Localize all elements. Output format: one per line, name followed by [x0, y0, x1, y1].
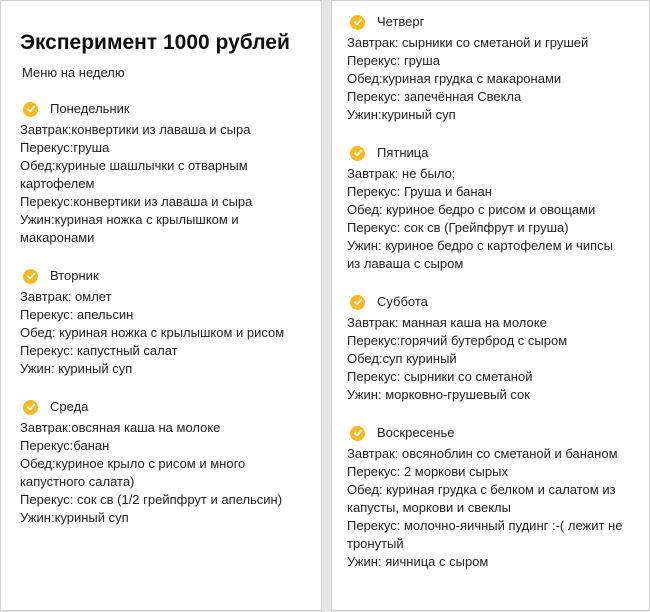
meal-line: макаронами	[20, 230, 95, 245]
meal-line: Перекус: Груша и банан	[347, 184, 492, 199]
left-page	[0, 0, 322, 611]
day-section	[347, 144, 649, 273]
day-section	[20, 100, 321, 247]
page-subtitle: Меню на неделю	[22, 65, 125, 80]
meal-line: Завтрак: не было;	[347, 166, 456, 181]
meal-line: Завтрак:овсяная каша на молоке	[20, 420, 221, 435]
meal-line: Ужин:куриный суп	[347, 107, 456, 122]
day-header	[20, 398, 321, 416]
day-header	[20, 267, 321, 285]
checkmark-icon	[350, 295, 365, 310]
day-section	[347, 293, 649, 404]
meal-line: Обед: куриное бедро с рисом и овощами	[347, 202, 596, 217]
day-header	[347, 424, 649, 442]
meal-line: Перекус:конвертики из лаваша и сыра	[20, 194, 253, 209]
right-page	[331, 0, 650, 611]
meal-line: Обед: куриная ножка с крылышком и рисом	[20, 325, 285, 340]
meal-line: Обед:суп куриный	[347, 351, 457, 366]
meal-line: Завтрак: овсяноблин со сметаной и бананом	[347, 446, 618, 461]
day-name: Суббота	[377, 294, 428, 309]
meal-line: Перекус:банан	[20, 438, 110, 453]
meal-line: Перекус: запечённая Свекла	[347, 89, 522, 104]
meal-line: Завтрак:конвертики из лаваша и сыра	[20, 122, 251, 137]
meal-line: Ужин: яичница с сыром	[347, 554, 489, 569]
meal-line: Ужин: куриное бедро с картофелем и чипсы	[347, 238, 613, 253]
day-name: Вторник	[50, 268, 99, 283]
day-section	[20, 398, 321, 527]
meal-line: Завтрак: омлет	[20, 289, 112, 304]
checkmark-icon	[23, 102, 38, 117]
meal-line: Завтрак: сырники со сметаной и грушей	[347, 35, 589, 50]
checkmark-icon	[350, 146, 365, 161]
meal-line: из лаваша с сыром	[347, 256, 464, 271]
meal-line: капусты, моркови и свеклы	[347, 500, 511, 515]
meal-line: Перекус: сырники со сметаной	[347, 369, 533, 384]
day-header	[20, 100, 321, 118]
right-day-list	[347, 13, 649, 571]
day-section	[347, 13, 649, 124]
meal-line: Перекус:груша	[20, 140, 110, 155]
meal-line: Ужин:куриный суп	[20, 510, 129, 525]
day-name: Понедельник	[50, 101, 130, 116]
day-header	[347, 293, 649, 311]
meal-line: Перекус: сок св (Грейпфрут и груша)	[347, 220, 569, 235]
meal-line: Перекус:горячий бутерброд с сыром	[347, 333, 568, 348]
meal-line: Обед:куриная грудка с макаронами	[347, 71, 562, 86]
meal-line: Перекус: 2 моркови сырых	[347, 464, 508, 479]
meal-line: Ужин: куриный суп	[20, 361, 133, 376]
day-name: Среда	[50, 399, 89, 414]
day-name: Воскресенье	[377, 425, 455, 440]
page-title: Эксперимент 1000 рублей	[20, 31, 290, 54]
checkmark-icon	[350, 426, 365, 441]
meal-line: картофелем	[20, 176, 95, 191]
meal-line: Перекус: груша	[347, 53, 440, 68]
meal-line: Перекус: молочно-яичный пудинг :-( лежит не	[347, 518, 623, 533]
day-name: Пятница	[377, 145, 429, 160]
meal-line: Обед: куриная грудка с белком и салатом из	[347, 482, 616, 497]
day-section	[347, 424, 649, 571]
checkmark-icon	[23, 269, 38, 284]
meal-line: капустного салата)	[20, 474, 135, 489]
left-day-list	[20, 100, 321, 527]
meal-line: Перекус: апельсин	[20, 307, 134, 322]
checkmark-icon	[23, 400, 38, 415]
meal-line: Перекус: капустный салат	[20, 343, 178, 358]
day-name: Четверг	[377, 14, 425, 29]
meal-line: Обед:куриное крыло с рисом и много	[20, 456, 246, 471]
meal-line: Завтрак: манная каша на молоке	[347, 315, 547, 330]
day-section	[20, 267, 321, 378]
meal-line: Обед:куриные шашлычки с отварным	[20, 158, 248, 173]
day-header	[347, 144, 649, 162]
meal-line: Ужин: морковно-грушевый сок	[347, 387, 530, 402]
meal-line: тронутый	[347, 536, 404, 551]
meal-line: Перекус: сок св (1/2 грейпфрут и апельсин)	[20, 492, 283, 507]
meal-line: Ужин:куриная ножка с крылышком и	[20, 212, 239, 227]
day-header	[347, 13, 649, 31]
checkmark-icon	[350, 15, 365, 30]
